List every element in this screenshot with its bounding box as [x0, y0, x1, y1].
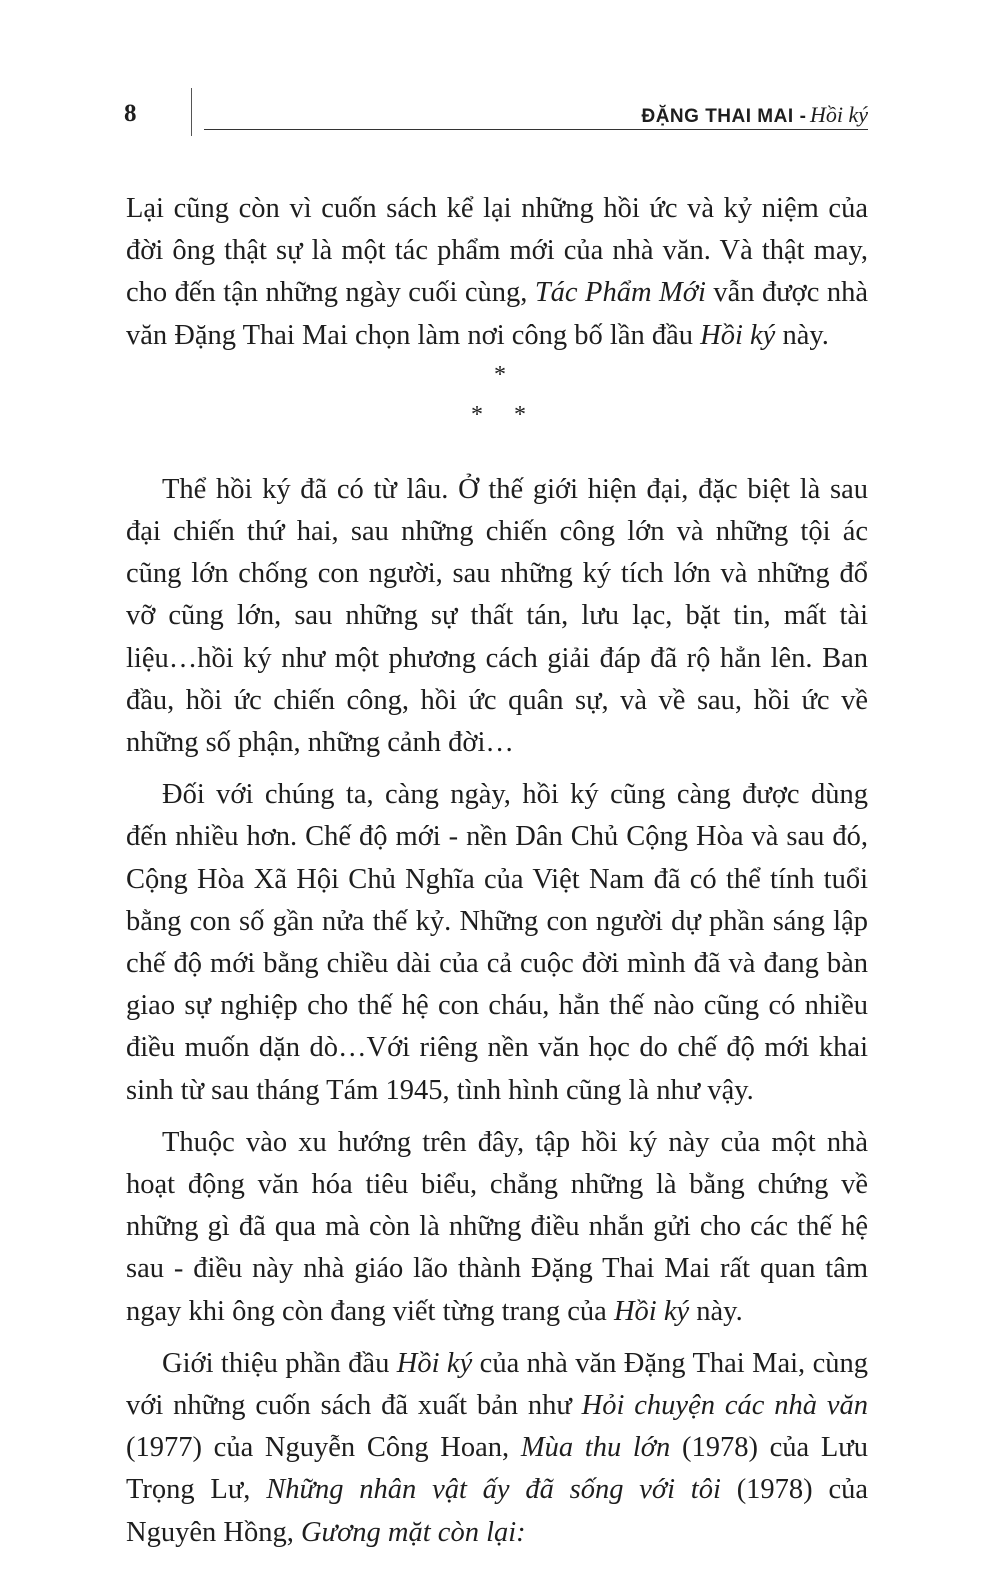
text-segment: của nhà văn Đặng Thai Mai, cùng với những cuốn sách đã xuất bản như	[126, 1347, 868, 1422]
paragraph	[126, 774, 868, 1112]
text-segment: Lại cũng còn vì cuốn sách kể lại những hồi ức và kỷ niệm của đời ông thật sự là một tác phẩm mới của nhà văn. Và thật may, cho đến tận những ngày cuối cùng,	[126, 193, 868, 309]
italic-text-segment: Gương mặt còn lại:	[300, 1516, 526, 1548]
header-rule	[204, 129, 868, 130]
text-segment: này.	[775, 319, 829, 351]
text-segment: (1978) của Lưu Trọng Lư,	[126, 1432, 868, 1506]
text-segment: Thuộc vào xu hướng trên đây, tập hồi ký này của một nhà hoạt động văn hóa tiêu biểu, chẳng những là bằng chứng về những gì đã qua mà còn là những điều nhắn gửi cho các thế hệ sau - điều này nhà giáo lão thành Đặng Thai Mai rất quan tâm ngay khi ông còn đang viết từng trang của	[126, 1126, 868, 1327]
paragraph	[126, 1122, 868, 1333]
paragraph	[126, 1343, 868, 1554]
text-segment: Đối với chúng ta, càng ngày, hồi ký cũng càng được dùng đến nhiều hơn. Chế độ mới - nền Dân Chủ Cộng Hòa và sau đó, Cộng Hòa Xã Hội Chủ Nghĩa của Việt Nam đã có thể tính tuổi bằng con số gần nửa thế kỷ. Những con người dự phần sáng lập chế độ mới bằng chiều dài của cả cuộc đời mình đã và đang bàn giao sự nghiệp cho thế hệ con cháu, hẳn thế nào cũng có nhiều điều muốn dặn dò…Với riêng nền văn học do chế độ mới khai sinh từ sau tháng Tám 1945, tình hình cũng là như vậy.	[126, 779, 868, 1106]
paragraph	[126, 469, 868, 764]
paragraph	[126, 188, 868, 357]
text-segment: (1978) của Nguyên Hồng,	[126, 1474, 868, 1548]
page-number: 8	[124, 100, 137, 127]
header-author: ĐẶNG THAI MAI	[641, 106, 794, 127]
asterism-star-right: *	[514, 401, 526, 428]
text-segment: Giới thiệu phần đầu	[162, 1347, 397, 1379]
italic-text-segment: Mùa thu lớn	[520, 1432, 671, 1464]
text-segment: này.	[689, 1295, 743, 1327]
italic-text-segment: Tác Phẩm Mới	[534, 277, 706, 309]
italic-text-segment: Hồi ký	[700, 319, 776, 351]
text-segment: vẫn được nhà văn Đặng Thai Mai chọn làm nơi công bố lần đầu	[126, 277, 868, 351]
section-asterism	[126, 357, 868, 457]
header-separator: -	[799, 106, 806, 127]
text-segment: Thể hồi ký đã có từ lâu. Ở thế giới hiện đại, đặc biệt là sau đại chiến thứ hai, sau những chiến công lớn và những tội ác cũng lớn chống con người, sau những ký tích lớn và những đổ vỡ cũng lớn, sau những sự thất tán, lưu lạc, bặt tin, mất tài liệu…hồi ký như một phương cách giải đáp đã rộ hẳn lên. Ban đầu, hồi ức chiến công, hồi ức quân sự, và về sau, hồi ức về những số phận, những cảnh đời…	[126, 473, 868, 759]
header-divider-vertical	[191, 88, 192, 136]
italic-text-segment: Hồi ký	[613, 1295, 690, 1327]
asterism-star-left: *	[471, 401, 483, 428]
italic-text-segment: Hồi ký	[396, 1347, 473, 1379]
italic-text-segment: Những nhân vật ấy đã sống với tôi	[266, 1474, 721, 1506]
running-header	[641, 102, 868, 131]
asterism-star-top: *	[494, 361, 506, 388]
italic-text-segment: Hỏi chuyện các nhà văn	[581, 1390, 868, 1422]
text-segment: (1977) của Nguyễn Công Hoan,	[126, 1432, 521, 1464]
header-book-title: Hồi ký	[809, 102, 868, 127]
body-text	[126, 188, 868, 1554]
